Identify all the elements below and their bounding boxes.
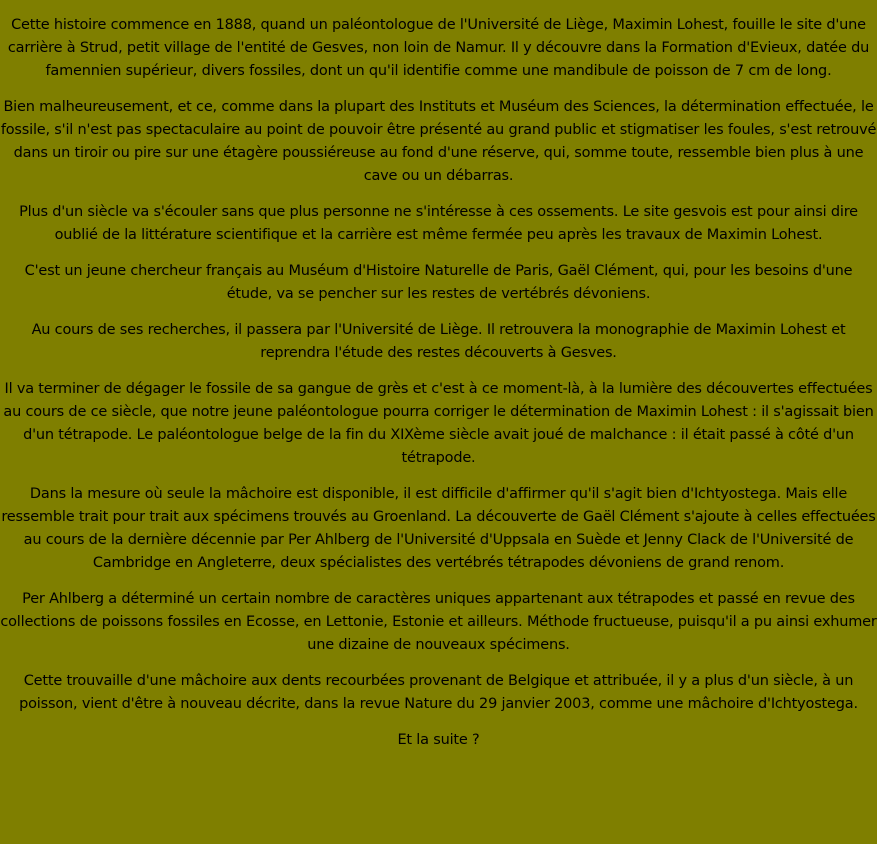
paragraph-2: Bien malheureusement, et ce, comme dans la plupart des Instituts et Muséum des Sciences, la détermination effectuée, le fossile, s'il n'est pas spectaculaire au point de pouvoir être présenté au grand public et stigmatiser les foules, s'est retrouvé dans un tiroir ou pire sur une étagère poussiéreuse au fond d'une réserve, qui, somme toute, ressemble bien plus à une cave ou un débarras. [0,99,877,184]
paragraph-5: Au cours de ses recherches, il passera par l'Université de Liège. Il retrouvera la monographie de Maximin Lohest et reprendra l'étude des restes découverts à Gesves. [31,322,846,361]
paragraph-3: Plus d'un siècle va s'écouler sans que plus personne ne s'intéresse à ces ossements. Le site gesvois est pour ainsi dire oublié de la littérature scientifique et la carrière est même fermée peu après les travaux de Maximin Lohest. [19,204,858,243]
paragraph-8: Per Ahlberg a déterminé un certain nombre de caractères uniques appartenant aux tétrapodes et passé en revue des collections de poissons fossiles en Ecosse, en Lettonie, Estonie et ailleurs. Méthode fructueuse, puisqu'il a pu ainsi exhumer une dizaine de nouveaux spécimens. [0,591,877,653]
paragraph-9: Cette trouvaille d'une mâchoire aux dents recourbées provenant de Belgique et attribuée, il y a plus d'un siècle, à un poisson, vient d'être à nouveau décrite, dans la revue Nature du 29 janvier 2003, comme une mâchoire d'Ichtyostega. [19,673,858,712]
paragraph-10: Et la suite ? [397,732,480,748]
paragraph-4: C'est un jeune chercheur français au Muséum d'Histoire Naturelle de Paris, Gaël Clément, qui, pour les besoins d'une étude, va se pencher sur les restes de vertébrés dévoniens. [24,263,853,302]
paragraph-6: Il va terminer de dégager le fossile de sa gangue de grès et c'est à ce moment-là, à la lumière des découvertes effectuées au cours de ce siècle, que notre jeune paléontologue pourra corriger le détermination de Maximin Lohest : il s'agissait bien d'un tétrapode. Le paléontologue belge de la fin du XIXème siècle avait joué de malchance : il était passé à côté d'un tétrapode. [3,381,874,466]
paragraph-1: Cette histoire commence en 1888, quand un paléontologue de l'Université de Liège, Maximin Lohest, fouille le site d'une carrière à Strud, petit village de l'entité de Gesves, non loin de Namur. Il y découvre dans la Formation d'Evieux, datée du famennien supérieur, divers fossiles, dont un qu'il identifie comme une mandibule de poisson de 7 cm de long. [7,17,870,79]
paragraph-7: Dans la mesure où seule la mâchoire est disponible, il est difficile d'affirmer qu'il s'agit bien d'Ichtyostega. Mais elle ressemble trait pour trait aux spécimens trouvés au Groenland. La découverte de Gaël Clément s'ajoute à celles effectuées au cours de la dernière décennie par Per Ahlberg de l'Université d'Uppsala en Suède et Jenny Clack de l'Université de Cambridge en Angleterre, deux spécialistes des vertébrés tétrapodes dévoniens de grand renom. [1,486,876,571]
